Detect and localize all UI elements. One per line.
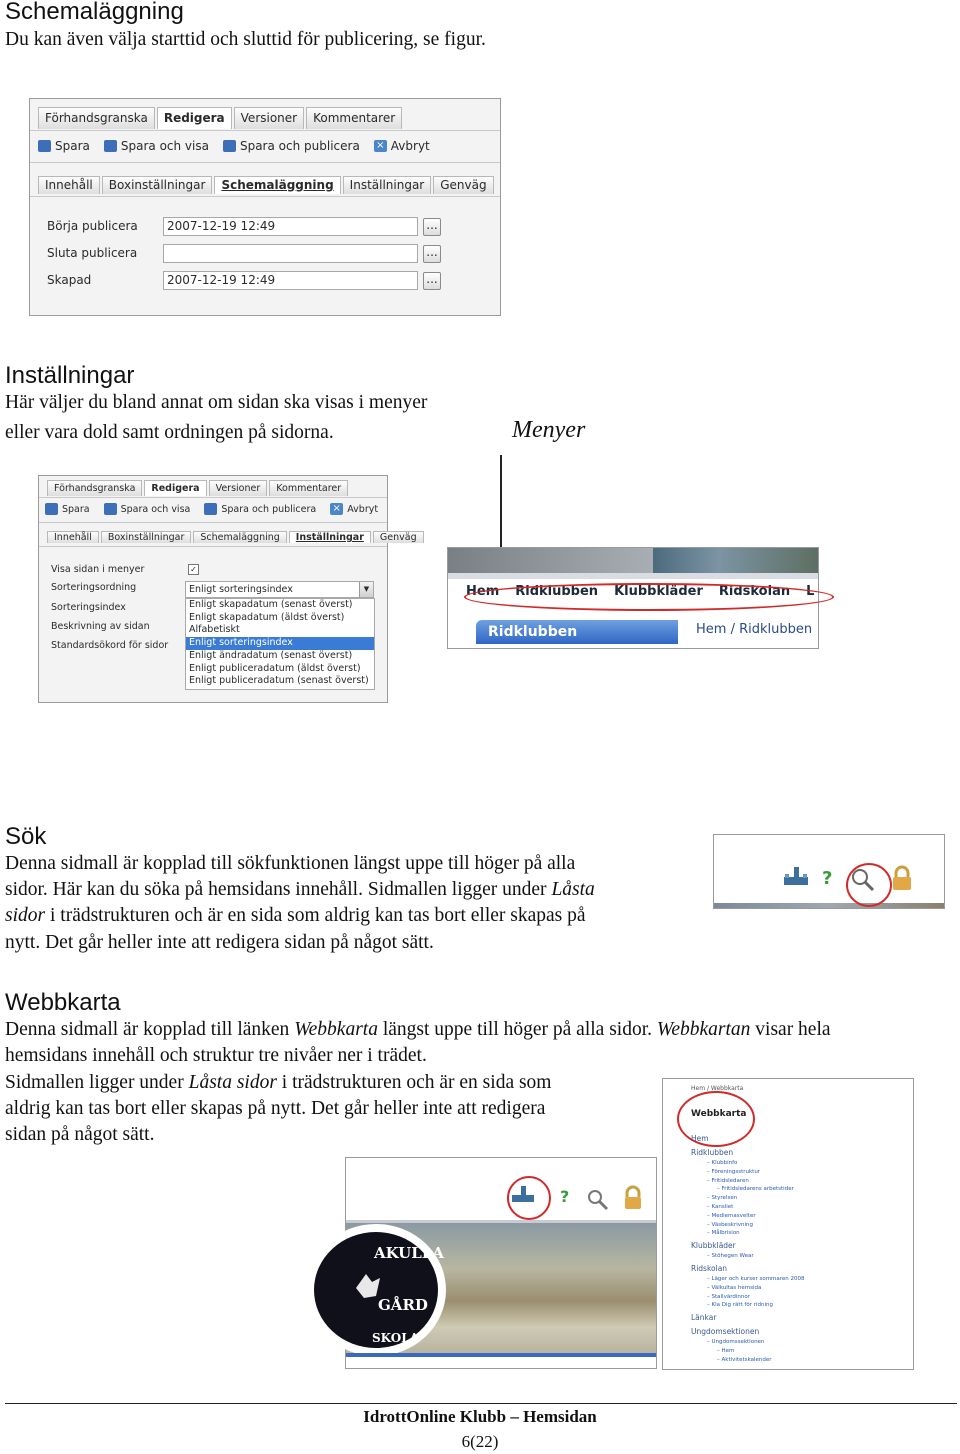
- avbryt-button[interactable]: [374, 139, 430, 153]
- menyer-callout: Menyer: [512, 417, 586, 443]
- tree-item-lankar[interactable]: Länkar: [691, 1313, 717, 1323]
- save-icon: [204, 503, 217, 515]
- field-input-sluta-publicera[interactable]: [163, 244, 418, 263]
- logo-text-1: AKULLA: [374, 1244, 444, 1262]
- date-picker-button[interactable]: ...: [423, 218, 441, 236]
- section-heading-schedule: Schemaläggning: [5, 0, 184, 25]
- club-logo: [316, 1218, 466, 1358]
- sitemap-highlight-circle: [507, 1176, 551, 1220]
- search-text-1: Denna sidmall är kopplad till sökfunktionen längst uppe till höger på alla: [5, 853, 576, 874]
- sort-order-options[interactable]: [185, 598, 375, 690]
- section-heading-sitemap: Webbkarta: [5, 989, 121, 1016]
- tree-item-kla-dig-ratt-for-ridning[interactable]: – Kla Dig rätt för ridning: [707, 1302, 774, 1309]
- section-heading-search: Sök: [5, 823, 47, 850]
- spara-och-publicera-button[interactable]: [223, 139, 360, 153]
- tree-item-hem[interactable]: Hem: [691, 1134, 709, 1143]
- sitemap-text-3: Sidmallen ligger under Låsta sidor i trädstrukturen och är en sida som: [5, 1072, 552, 1093]
- menu-item-ridskolan[interactable]: Ridskolan: [718, 584, 791, 599]
- menu-screenshot: [447, 547, 819, 649]
- sort-option-enligt-skapadatum-aldst-overst[interactable]: Enligt skapadatum (äldst överst): [189, 611, 345, 623]
- settings-label-sorteringsindex: Sorteringsindex: [51, 602, 126, 613]
- tree-breadcrumb[interactable]: Hem / Webbkarta: [691, 1085, 744, 1092]
- spara-och-publicera-label: Spara och publicera: [221, 503, 317, 515]
- header-photo-screenshot: [345, 1157, 657, 1369]
- spara-och-publicera-label: Spara och publicera: [239, 139, 360, 153]
- settings-screenshot: [38, 475, 417, 703]
- tab-kommentarer[interactable]: Kommentarer: [269, 480, 348, 496]
- svg-text:?: ?: [822, 868, 833, 889]
- svg-text:?: ?: [560, 1187, 570, 1206]
- settings-label-visa-sidan-i-menyer: Visa sidan i menyer: [51, 564, 145, 575]
- date-picker-button[interactable]: ...: [423, 272, 441, 290]
- tab-forhandsgranska[interactable]: Förhandsgranska: [47, 480, 142, 496]
- section-banner: Ridklubben: [476, 620, 678, 644]
- sort-option-enligt-andradatum-senast-overst[interactable]: Enligt ändradatum (senast överst): [189, 649, 353, 661]
- tree-item-fritidsledarens-arbetstider[interactable]: – Fritidsledarens arbetstider: [717, 1186, 794, 1193]
- avbryt-label: Avbryt: [390, 139, 430, 153]
- search-text-2: sidor. Här kan du söka på hemsidans innehåll. Sidmallen ligger under Låsta: [5, 879, 595, 900]
- help-icon[interactable]: [558, 1186, 574, 1208]
- settings-text-2: eller vara dold samt ordningen på sidorna.: [5, 422, 334, 443]
- logo-text-3: SKOLA: [372, 1331, 419, 1345]
- tree-item-lager-och-kurser-sommaren-2008[interactable]: – Läger och kurser sommaren 2008: [707, 1275, 805, 1282]
- subtab-boxinstallningar[interactable]: Boxinställningar: [102, 176, 213, 194]
- spara-button[interactable]: [38, 139, 90, 153]
- subtab-genvag[interactable]: Genväg: [373, 531, 424, 543]
- schedule-text: Du kan även välja starttid och sluttid för publicering, se figur.: [5, 29, 486, 50]
- save-icon: [223, 140, 236, 152]
- logo-text-2: GÅRD: [378, 1296, 428, 1314]
- tree-item-stohegen-wear[interactable]: – Stöhegen Wear: [707, 1253, 754, 1260]
- tree-item-ridskolan[interactable]: Ridskolan: [691, 1263, 728, 1273]
- settings-label-standardsokord-for-sidor: Standardsökord för sidor: [51, 640, 169, 651]
- spara-och-visa-button[interactable]: [104, 139, 209, 153]
- date-picker-button[interactable]: ...: [423, 245, 441, 263]
- sitemap-text-5: sidan på något sätt.: [5, 1124, 155, 1145]
- spara-label: Spara: [55, 139, 90, 153]
- subtab-installningar[interactable]: Inställningar: [343, 176, 432, 194]
- avbryt-label: Avbryt: [347, 503, 379, 515]
- tree-item-kansliet[interactable]: – Kansliet: [707, 1203, 734, 1210]
- sort-order-select[interactable]: Enligt sorteringsindex ▼: [185, 581, 374, 598]
- tree-item-valkultas-hemsida[interactable]: – Välkultas hemsida: [707, 1284, 762, 1291]
- sitemap-icon[interactable]: [782, 865, 812, 889]
- field-input-borja-publicera[interactable]: 2007-12-19 12:49: [163, 217, 418, 236]
- page-number: 6(22): [461, 1432, 499, 1451]
- spara-button[interactable]: [45, 503, 90, 515]
- spara-och-publicera-button[interactable]: [204, 503, 316, 515]
- tree-item-fritidsledaren[interactable]: – Fritidsledaren: [707, 1177, 749, 1184]
- menu-breadcrumb[interactable]: Hem / Ridklubben: [696, 622, 813, 637]
- tree-item-vasbeskrivning[interactable]: – Väsbeskrivning: [707, 1221, 754, 1228]
- search-icons-screenshot: [713, 834, 945, 909]
- tree-item-stallvardinnor[interactable]: – Stallvärdinnor: [707, 1293, 750, 1300]
- tree-item-ungdomssektionen[interactable]: – Ungdomssektionen: [707, 1339, 765, 1346]
- menu-item-klubbklader[interactable]: Klubbkläder: [614, 584, 703, 599]
- save-icon: [45, 503, 58, 515]
- settings-label-beskrivning-av-sidan: Beskrivning av sidan: [51, 621, 150, 632]
- menu-item-hem[interactable]: Hem: [466, 584, 500, 599]
- field-input-skapad[interactable]: 2007-12-19 12:49: [163, 271, 418, 290]
- subtab-genvag[interactable]: Genväg: [433, 176, 493, 194]
- show-in-menu-checkbox[interactable]: ✓: [188, 564, 199, 575]
- tab-redigera[interactable]: Redigera: [157, 107, 232, 129]
- tab-redigera[interactable]: Redigera: [144, 480, 206, 496]
- spara-label: Spara: [62, 503, 90, 515]
- save-icon: [38, 140, 51, 152]
- sort-option-enligt-publiceradatum-senast-overst[interactable]: Enligt publiceradatum (senast överst): [189, 675, 369, 687]
- tree-item-foreningsstruktur[interactable]: – Föreningsstruktur: [707, 1168, 761, 1175]
- tab-versioner[interactable]: Versioner: [234, 107, 304, 129]
- subtab-innehall[interactable]: Innehåll: [38, 176, 100, 194]
- search-icon[interactable]: [586, 1188, 610, 1212]
- schedule-screenshot: [29, 98, 501, 316]
- field-label-skapad: Skapad: [47, 273, 92, 287]
- sitemap-tree-screenshot: [662, 1078, 914, 1370]
- menu-item-ridklubben[interactable]: Ridklubben: [515, 584, 599, 599]
- section-heading-settings: Inställningar: [5, 362, 135, 389]
- spara-och-visa-button[interactable]: [104, 503, 191, 515]
- menu-item-l[interactable]: L: [806, 584, 815, 599]
- subtab-innehall[interactable]: Innehåll: [47, 531, 99, 543]
- chevron-down-icon[interactable]: ▼: [359, 582, 373, 597]
- tab-kommentarer[interactable]: Kommentarer: [306, 107, 402, 129]
- save-icon: [104, 140, 117, 152]
- tree-item-hem[interactable]: – Hem: [717, 1347, 735, 1354]
- help-icon[interactable]: [820, 867, 838, 889]
- menu-highlight-ellipse: [464, 583, 834, 611]
- tab-versioner[interactable]: Versioner: [209, 480, 268, 496]
- tree-item-ungdomsektionen[interactable]: Ungdomsektionen: [691, 1327, 760, 1337]
- sort-option-enligt-publiceradatum-aldst-overst[interactable]: Enligt publiceradatum (äldst överst): [189, 662, 361, 674]
- settings-label-sorteringsordning: Sorteringsordning: [51, 582, 137, 593]
- sort-option-enligt-skapadatum-senast-overst[interactable]: Enligt skapadatum (senast överst): [189, 599, 353, 610]
- cancel-icon: ×: [330, 503, 343, 515]
- subtab-boxinstallningar[interactable]: Boxinställningar: [101, 531, 192, 543]
- sitemap-text-2: hemsidans innehåll och struktur tre nivåer ner i trädet.: [5, 1045, 427, 1066]
- spara-och-visa-label: Spara och visa: [120, 503, 191, 515]
- footer-rule: [5, 1403, 957, 1404]
- tab-forhandsgranska[interactable]: Förhandsgranska: [38, 107, 155, 129]
- cancel-icon: ×: [374, 140, 387, 152]
- subtab-installningar[interactable]: Inställningar: [289, 531, 371, 543]
- footer-title: IdrottOnline Klubb – Hemsidan: [363, 1407, 597, 1426]
- save-icon: [104, 503, 117, 515]
- subtab-schemalaggning[interactable]: Schemaläggning: [193, 531, 286, 543]
- spara-och-visa-label: Spara och visa: [120, 139, 209, 153]
- search-text-3: sidor i trädstrukturen och är en sida som aldrig kan tas bort eller skapas på: [5, 905, 586, 926]
- tree-item-malbrision[interactable]: – Målbrision: [707, 1230, 740, 1237]
- search-text-4: nytt. Det går heller inte att redigera sidan på något sätt.: [5, 932, 434, 953]
- tree-title: Webbkarta: [691, 1109, 747, 1119]
- search-highlight-circle: [846, 863, 892, 907]
- field-label-borja-publicera: Börja publicera: [47, 219, 138, 233]
- sort-option-alfabetiskt[interactable]: Alfabetiskt: [189, 624, 240, 636]
- tree-item-aktivitetskalender[interactable]: – Aktivitetskalender: [717, 1356, 772, 1363]
- lock-icon[interactable]: [622, 1186, 644, 1212]
- subtab-schemalaggning[interactable]: Schemaläggning: [214, 176, 340, 194]
- tree-item-klubbinfo[interactable]: – Klubbinfo: [707, 1160, 738, 1166]
- avbryt-button[interactable]: [330, 503, 378, 515]
- tree-item-ridklubben[interactable]: Ridklubben: [691, 1148, 734, 1157]
- sitemap-text-4: aldrig kan tas bort eller skapas på nytt. Det går heller inte att redigera: [5, 1098, 546, 1119]
- sitemap-text-1: Denna sidmall är kopplad till länken Webbkarta längst uppe till höger på alla sidor. Webbkartan visar hela: [5, 1019, 831, 1040]
- tree-item-styrelsen[interactable]: – Styrelsen: [707, 1195, 738, 1202]
- sort-option-enligt-sorteringsindex[interactable]: Enligt sorteringsindex: [186, 637, 374, 650]
- tree-item-klubbklader[interactable]: Klubbkläder: [691, 1241, 736, 1251]
- lock-icon[interactable]: [890, 865, 914, 893]
- tree-item-mediemasvelter[interactable]: – Mediemasvelter: [707, 1212, 756, 1219]
- field-label-sluta-publicera: Sluta publicera: [47, 246, 138, 260]
- settings-text-1: Här väljer du bland annat om sidan ska visas i menyer: [5, 392, 428, 413]
